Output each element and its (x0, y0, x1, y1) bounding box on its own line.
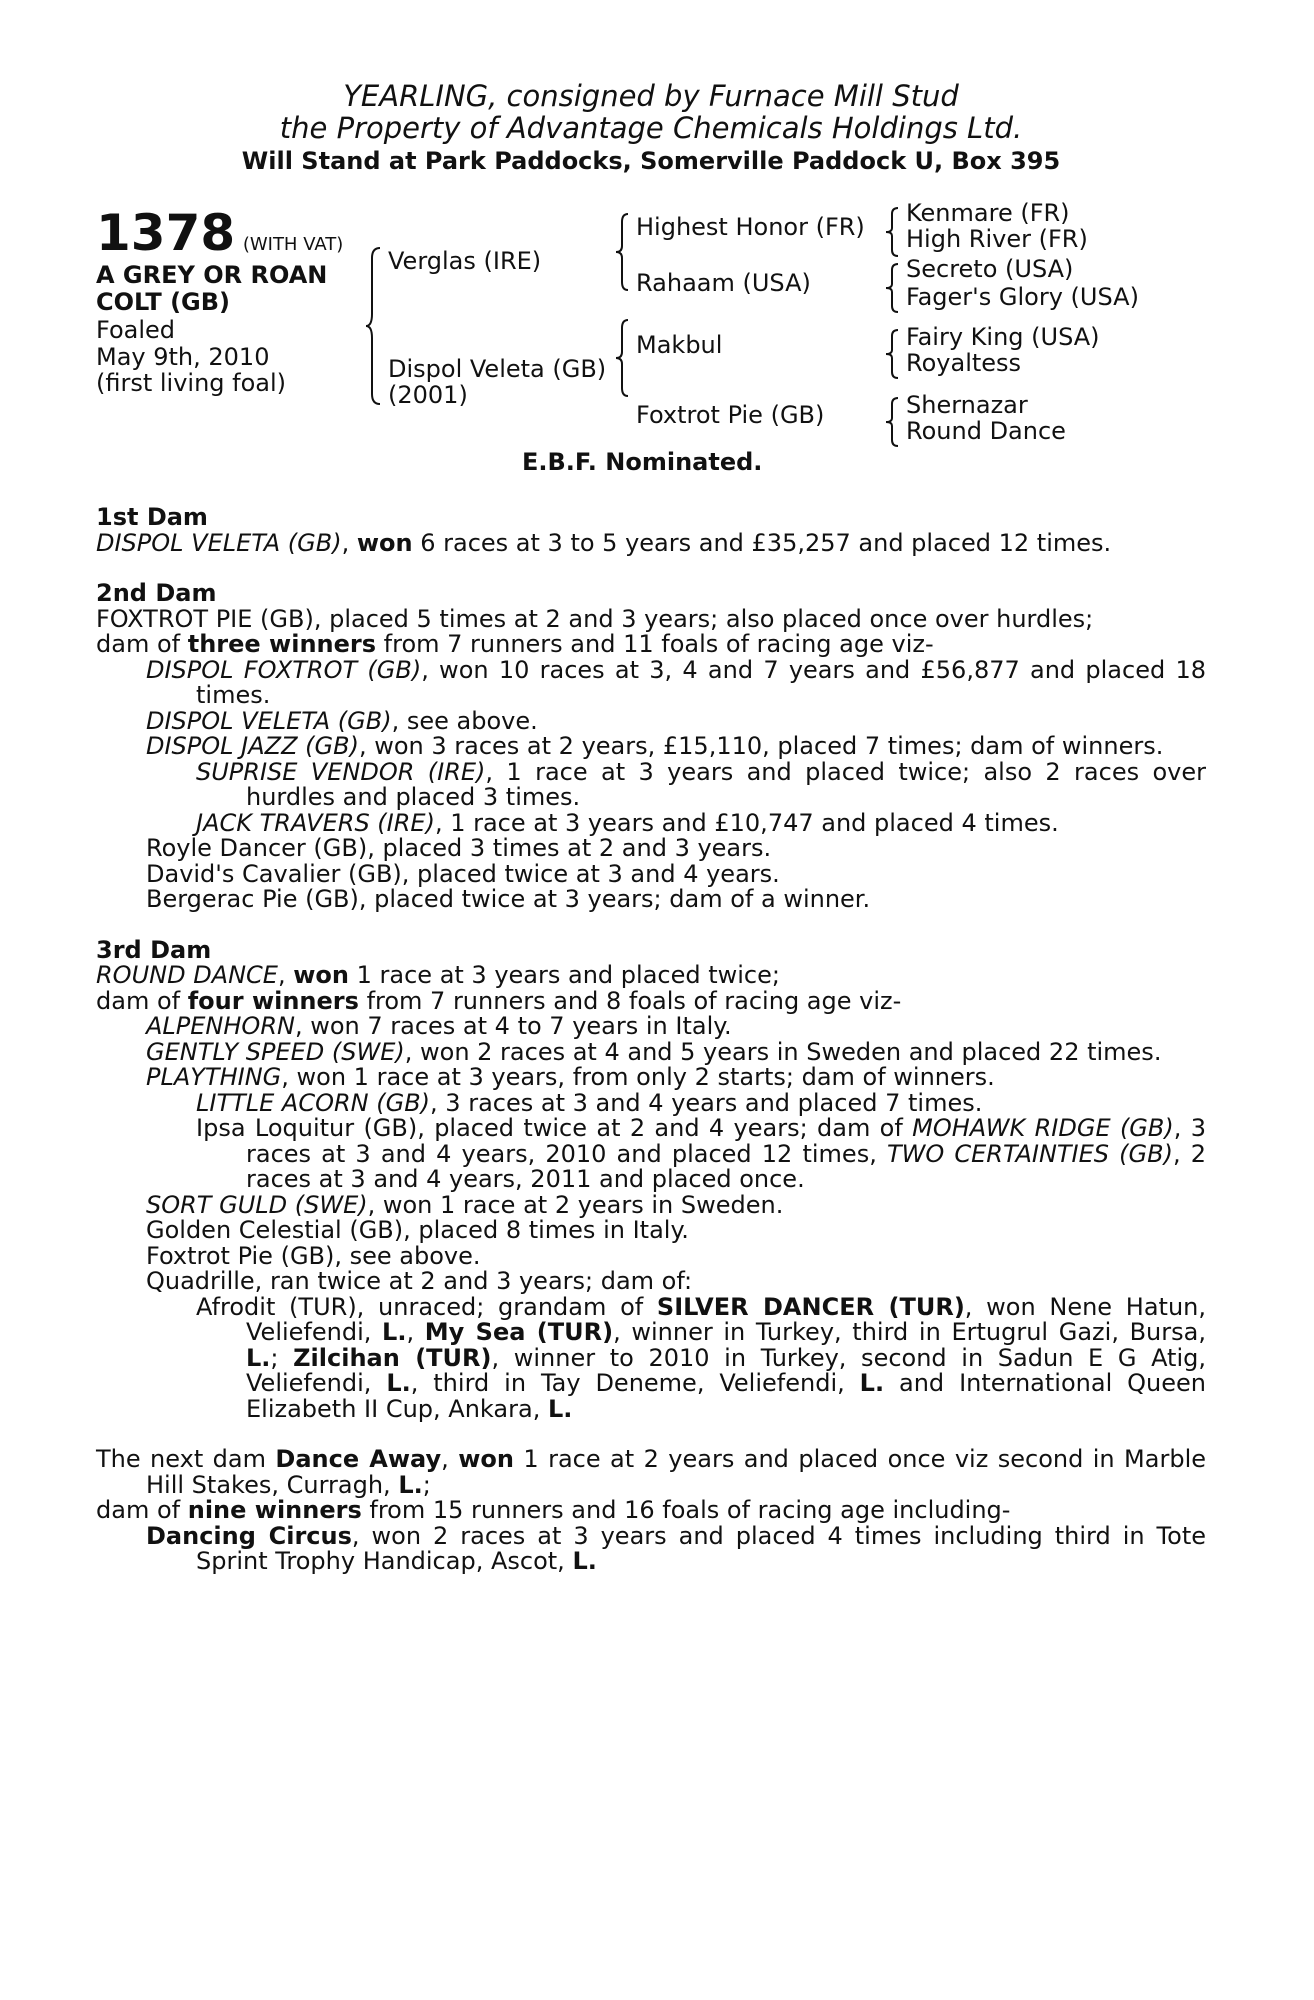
lot-number: 1378 (96, 204, 236, 262)
sire-sire-dam: High River (FR) (906, 225, 1088, 253)
list-item: PLAYTHING, won 1 race at 3 years, from only 2 starts; dam of winners. (146, 1063, 995, 1091)
list-item: Golden Celestial (GB), placed 8 times in Italy. (146, 1216, 689, 1244)
first-dam-text: 6 races at 3 to 5 years and £35,257 and placed 12 times. (420, 528, 1112, 557)
sire-dam-dam: Fager's Glory (USA) (906, 283, 1139, 311)
third-dam-produce-summary: dam of four winners from 7 runners and 8 foals of racing age viz- (96, 986, 902, 1015)
pedigree-brace-sd (884, 262, 902, 314)
dam-dam-sire: Shernazar (906, 391, 1028, 419)
dam-dam-dam: Round Dance (906, 417, 1066, 445)
pedigree-brace-sire (614, 212, 632, 292)
pedigree-block (96, 199, 1206, 506)
pedigree-brace-ss (884, 206, 902, 258)
lot-description-2: COLT (GB) (96, 288, 230, 316)
vat-note: (WITH VAT) (242, 234, 344, 255)
first-dam-entry: DISPOL VELETA (GB), won 6 races at 3 to 5 years and £35,257 and placed 12 times. (96, 528, 1112, 557)
list-item: David's Cavalier (GB), placed twice at 3 and 4 years. (146, 859, 780, 888)
dam: Dispol Veleta (GB) (388, 355, 607, 383)
pedigree-brace-dam (614, 318, 632, 398)
list-item: Bergerac Pie (GB), placed twice at 3 years; dam of a winner. (146, 885, 871, 913)
dam-year: (2001) (388, 381, 468, 409)
list-item: Quadrille, ran twice at 2 and 3 years; dam of: (146, 1267, 693, 1295)
dam-dam: Foxtrot Pie (GB) (636, 401, 825, 429)
list-item: DISPOL VELETA (GB), see above. (146, 706, 538, 735)
property-line: the Property of Advantage Chemicals Holdings Ltd. (279, 111, 1023, 145)
next-dam-entry: The next dam Dance Away, won 1 race at 2 years and placed once viz second in Marble Hill Stakes, Curragh, L.; (96, 1445, 1207, 1499)
lot-description-1: A GREY OR ROAN (96, 261, 328, 289)
list-item: Ipsa Loquitur (GB), placed twice at 2 and 4 years; dam of MOHAWK RIDGE (GB), 3 races at 3 and 4 years, 2010 and placed 12 times, TWO CERTAINTIES (GB), 2 races at 3 and 4 years, 2011 and placed once. (196, 1114, 1206, 1193)
list-item: LITTLE ACORN (GB), 3 races at 3 and 4 years and placed 7 times. (196, 1088, 983, 1117)
list-item: DISPOL JAZZ (GB), won 3 races at 2 years, £15,110, placed 7 times; dam of winners. (146, 732, 1164, 760)
third-dam-intro: ROUND DANCE, won 1 race at 3 years and placed twice; (96, 961, 780, 989)
first-dam-won: won (356, 528, 413, 557)
pedigree-brace-ds (884, 328, 902, 380)
third-dam-heading: 3rd Dam (96, 935, 212, 964)
list-item: SUPRISE VENDOR (IRE), 1 race at 3 years and placed twice; also 2 races over hurdles and placed 3 times. (196, 757, 1206, 811)
lot-number-row (96, 206, 343, 260)
list-item: Dancing Circus, won 2 races at 3 years and placed 4 times including third in Tote Sprint Trophy Handicap, Ascot, L. (146, 1521, 1206, 1575)
foaled-date: May 9th, 2010 (96, 343, 270, 371)
foal-note: (first living foal) (96, 369, 287, 397)
sire-dam: Rahaam (USA) (636, 269, 811, 297)
sire-sire: Highest Honor (FR) (636, 213, 865, 241)
list-item: SORT GULD (SWE), won 1 race at 2 years in Sweden. (146, 1190, 784, 1219)
third-dam-winners: four winners (187, 986, 359, 1015)
pedigree-brace-main (364, 246, 384, 406)
second-dam-produce-summary: dam of three winners from 7 runners and 11 foals of racing age viz- (96, 630, 934, 658)
next-dam-produce-summary: dam of nine winners from 15 runners and 16 foals of racing age including- (96, 1496, 1011, 1524)
sire-dam-sire: Secreto (USA) (906, 255, 1074, 283)
list-item: ALPENHORN, won 7 races at 4 to 7 years in Italy. (146, 1012, 732, 1040)
foaled-label: Foaled (96, 316, 176, 344)
pedigree-brace-dd (884, 396, 902, 448)
second-dam-heading: 2nd Dam (96, 579, 217, 607)
second-dam-intro: FOXTROT PIE (GB), placed 5 times at 2 and 3 years; also placed once over hurdles; (96, 604, 1094, 633)
list-item: DISPOL FOXTROT (GB), won 10 races at 3, 4 and 7 years and £56,877 and placed 18 times. (146, 655, 1206, 709)
list-item: Royle Dancer (GB), placed 3 times at 2 and 3 years. (146, 834, 772, 862)
sire: Verglas (IRE) (388, 247, 542, 275)
dam-sire: Makbul (636, 331, 723, 359)
first-dam-name: DISPOL VELETA (GB) (96, 528, 342, 557)
consignor-line: YEARLING, consigned by Furnace Mill Stud (343, 79, 959, 113)
catalogue-page (96, 80, 1206, 506)
second-dam-winners: three winners (187, 630, 377, 658)
list-item: Foxtrot Pie (GB), see above. (146, 1241, 481, 1270)
produce-record (96, 505, 1206, 1575)
list-item: JACK TRAVERS (IRE), 1 race at 3 years and £10,747 and placed 4 times. (196, 808, 1059, 837)
list-item: Afrodit (TUR), unraced; grandam of SILVER DANCER (TUR), won Nene Hatun, Veliefendi, L., My Sea (TUR), winner in Turkey, third in Ertugrul Gazi, Bursa, L.; Zilcihan (TUR), winner to 2010 in Turkey, second in Sadun E G Atig, Veliefendi, L., third in Tay Deneme, Veliefendi, L. and International Queen Elizabeth II Cup, Ankara, L. (196, 1292, 1207, 1423)
list-item: GENTLY SPEED (SWE), won 2 races at 4 and 5 years in Sweden and placed 22 times. (146, 1037, 1162, 1066)
stand-location: Will Stand at Park Paddocks, Somerville Paddock U, Box 395 (241, 147, 1061, 175)
sire-sire-sire: Kenmare (FR) (906, 199, 1070, 227)
dam-sire-dam: Royaltess (906, 349, 1022, 377)
first-dam-heading: 1st Dam (96, 503, 208, 531)
dam-sire-sire: Fairy King (USA) (906, 323, 1100, 351)
ebf-nominated: E.B.F. Nominated. (522, 448, 763, 476)
